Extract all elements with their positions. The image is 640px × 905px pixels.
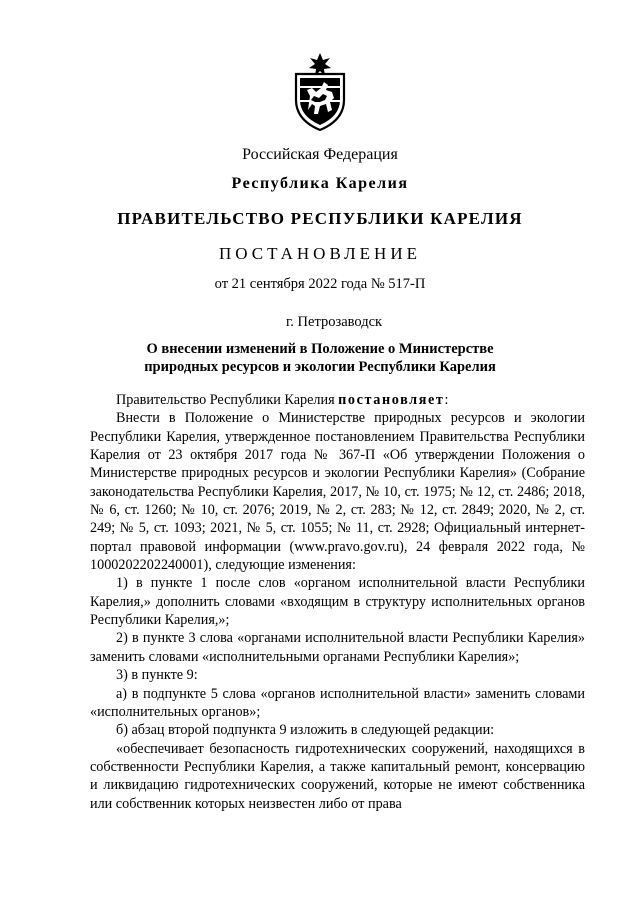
paragraph-main: Внести в Положение о Министерстве природных ресурсов и экологии Республики Карелия, утвержденное постановлением Правительства Республики Карелия от 23 октября 2017 года № 367-П «Об утверждении Положения о Министерстве природных ресурсов и экологии Республики Карелия» (Собрание законодательства Республики Карелия, 2017, № 10, ст. 1975; № 12, ст. 2486; 2018, № 6, ст. 1260; № 10, ст. 2076; 2019, № 2, ст. 283; № 12, ст. 2849; 2020, № 2, ст. 249; № 5, ст. 1093; 2021, № 5, ст. 1055; № 11, ст. 2928; Официальный интернет-портал правовой информации (www.pravo.gov.ru), 24 февраля 2022 года, № 1000202202240001), следующие изменения: bbox=[90, 410, 585, 574]
document-city: г. Петрозаводск bbox=[286, 314, 383, 330]
decree-intro-text: Правительство Республики Карелия bbox=[116, 392, 339, 408]
republic-name: Республика Карелия bbox=[231, 175, 409, 192]
paragraph-item-1: 1) в пункте 1 после слов «органом исполнительной власти Республики Карелия,» дополнить словами «входящим в структуру исполнительных органов Республики Карелия,»; bbox=[90, 575, 585, 629]
decree-intro-colon: : bbox=[444, 392, 449, 408]
decree-intro bbox=[90, 391, 585, 409]
karelia-coat-of-arms-icon bbox=[290, 52, 350, 132]
federation-name: Российская Федерация bbox=[242, 146, 398, 163]
paragraph-quote: «обеспечивает безопасность гидротехнических сооружений, находящихся в собственности Республики Карелия, а также капитальный ремонт, консервацию и ликвидацию гидротехнических сооружений, которые не имеют собственника или собственник которых неизвестен либо от права bbox=[90, 740, 585, 812]
document-title-line-1: О внесении изменений в Положение о Министерстве bbox=[146, 341, 494, 357]
paragraph-subitem-a: а) в подпункте 5 слова «органов исполнительной власти» заменить словами «исполнительных органов»; bbox=[90, 685, 585, 720]
paragraph-subitem-b: б) абзац второй подпункта 9 изложить в следующей редакции: bbox=[116, 722, 495, 739]
document-type: ПОСТАНОВЛЕНИЕ bbox=[218, 244, 421, 263]
document-date-number: от 21 сентября 2022 года № 517-П bbox=[214, 276, 426, 292]
document-body bbox=[90, 391, 585, 813]
paragraph-item-2: 2) в пункте 3 слова «органами исполнительной власти Республики Карелия» заменить словами «исполнительными органами Республики Карелия»; bbox=[90, 630, 585, 665]
government-name: ПРАВИТЕЛЬСТВО РЕСПУБЛИКИ КАРЕЛИЯ bbox=[117, 209, 523, 228]
decree-verb: постановляет bbox=[338, 392, 445, 408]
paragraph-item-3: 3) в пункте 9: bbox=[116, 667, 198, 684]
document-title-line-2: природных ресурсов и экологии Республики Карелия bbox=[144, 359, 496, 375]
